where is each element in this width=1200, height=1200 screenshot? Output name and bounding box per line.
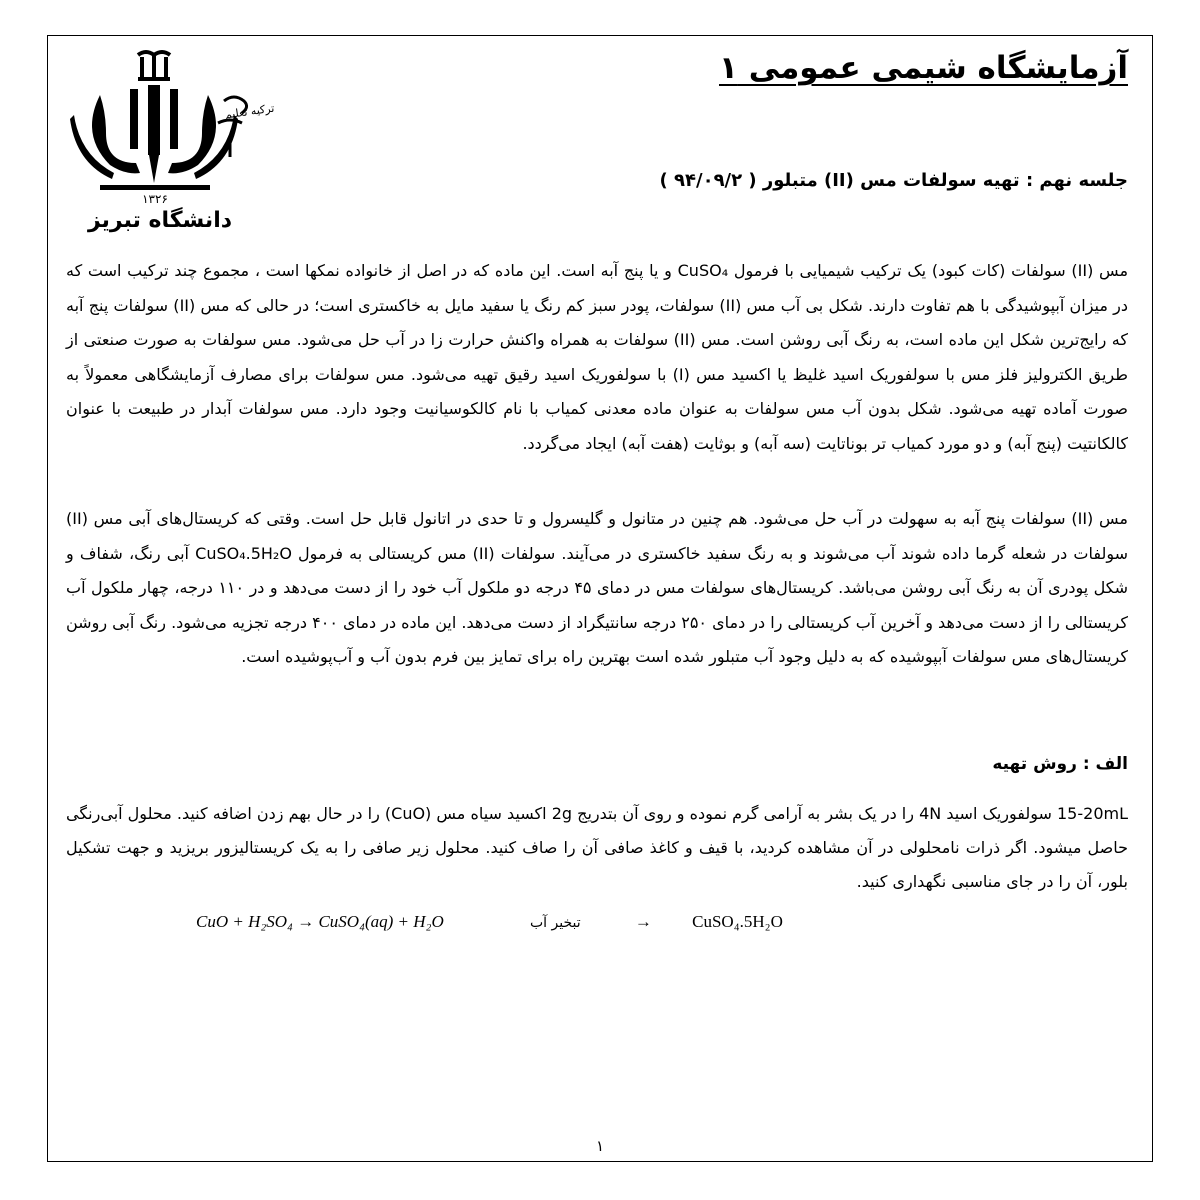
logo-university-name: دانشگاه تبریز xyxy=(87,208,233,233)
intro-paragraph: مس (II) سولفات (کات کبود) یک ترکیب شیمیایی با فرمول CuSO₄ و یا پنج آبه است. این ماده که در اصل از خانواده نمکها است ، مجموع چند ترکیب است که در میزان آبپوشیدگی با هم تفاوت دارند. شکل بی آب مس (II) سولفات، پودر سبز کم رنگ یا سفید مایل به خاکستری است؛ در حالی که مس (II) سولفات پنج آبه که رایج‌ترین شکل این ماده است، به رنگ آبی روشن است. مس (II) سولفات به همراه واکنش حرارت زا در آب حل می‌شود. مس سولفات به صورت صنعتی از طریق الکترولیز فلز مس با سولفوریک اسید غلیظ یا اکسید مس (I) با سولفوریک اسید رقیق تهیه می‌شود. مس سولفات برای مصارف آزمایشگاهی معمولاً به صورت آماده تهیه می‌شود. شکل بدون آب مس سولفات به عنوان ماده معدنی کمیاب با نام کالکوسیانیت وجود دارد. مس سولفات آبدار در طبیعت با عنوان کالکانتیت (پنج آبه) و دو مورد کمیاب تر بوناتایت (سه آبه) و بوثایت (هفت آبه) ایجاد می‌گردد. xyxy=(66,261,1129,453)
session-heading: جلسه نهم : تهیه سولفات مس (II) متبلور ( ۹۴/۰۹/۲ ) xyxy=(659,170,1128,191)
logo-year: ۱۳۲۶ xyxy=(142,192,168,206)
procedure-paragraph: 15-20mL سولفوریک اسید 4N را در یک بشر به آرامی گرم نموده و روی آن بتدریج 2g اکسید سیاه مس (CuO) را در حال بهم زدن اضافه کنید. محلول آبی‌رنگی حاصل میشود. اگر ذرات نامحلولی در آن مشاهده کردید، با قیف و کاغذ صافی آن را صاف کنید. محلول زیر صافی را به یک کریستالیزور بریزید و جهت تشکیل بلور، آن را در جای مناسبی نگهداری کنید. xyxy=(66,804,1128,891)
section-title: الف : روش تهیه xyxy=(992,754,1128,774)
page-title: آزمایشگاه شیمی عمومی ۱ xyxy=(719,50,1128,86)
equation-product: CuSO₄.5H₂O xyxy=(692,912,783,931)
university-logo xyxy=(60,45,310,235)
page-number: ۱ xyxy=(595,1137,605,1155)
equation-condition-label: تبخیر آب xyxy=(530,915,581,931)
reaction-equation xyxy=(196,912,783,932)
properties-paragraph: مس (II) سولفات پنج آبه به سهولت در آب حل می‌شود. هم چنین در متانول و گلیسرول و تا حدی در اتانول قابل حل است. وقتی که کریستال‌های آبی مس (II) سولفات در شعله گرما داده شوند آب می‌شوند و به رنگ سفید خاکستری در می‌آیند. سولفات (II) مس کریستالی به فرمول CuSO₄.5H₂O آبی رنگ، شفاف و شکل پودری آن به رنگ آبی روشن می‌باشد. کریستال‌های سولفات مس در دمای ۴۵ درجه دو ملکول آب خود را از دست می‌دهد و در ۱۱۰ درجه، چهار ملکول آب کریستالی را از دست می‌دهد و آخرین آب کریستالی را در دمای ۲۵۰ درجه سانتیگراد از دست می‌دهد. این ماده در دمای ۴۰۰ درجه تجزیه می‌شود. رنگ آبی روشن کریستال‌های مس سولفات آبپوشیده که به دلیل وجود آب متبلور شده است بهترین راه برای تمایز بین فرم بدون آب و آب‌پوشیده است. xyxy=(66,509,1129,667)
logo-motto: ترکیه تعلیم xyxy=(223,101,276,122)
equation-reactants: CuO + H₂SO₄ → CuSO₄(aq) + H₂O xyxy=(196,912,444,931)
equation-arrow: → xyxy=(634,912,652,931)
